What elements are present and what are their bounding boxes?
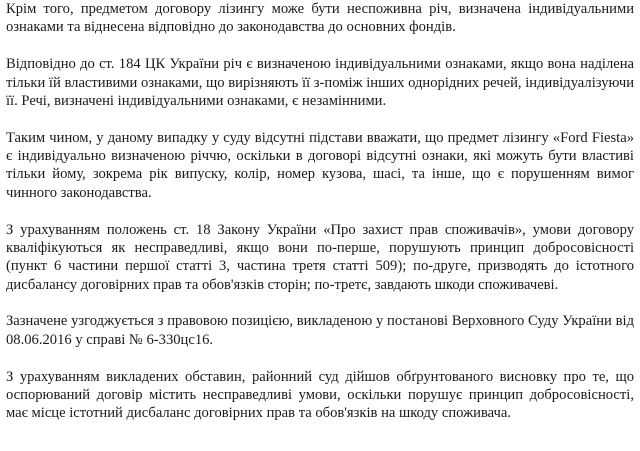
paragraph-3: Таким чином, у даному випадку у суду відсутні підстави вважати, що предмет лізингу «Ford Fiesta» є індивідуально визначеною річчю, оскільки в договорі відсутні ознаки, які можуть бути властиві тільки йому, зокрема рік випуску, колір, номер кузова, шасі, та інше, що є порушенням вимог чинного законодавства. — [6, 129, 634, 201]
document-body — [6, 0, 634, 423]
paragraph-1: Крім того, предметом договору лізингу може бути неспоживна річ, визначена індивідуальними ознаками та віднесена відповідно до законодавства до основних фондів. — [6, 1, 634, 36]
paragraph-4: З урахуванням положень ст. 18 Закону України «Про захист прав споживачів», умови договору кваліфікуються як несправедливі, якщо вони по-перше, порушують принцип добросовісності (пункт 6 частини першої статті 3, частина третя статті 509); по-друге, призводять до істотного дисбалансу договірних прав та обов'язків сторін; по-третє, завдають шкоди споживачеві. — [6, 221, 634, 293]
paragraph-6: З урахуванням викладених обставин, районний суд дійшов обґрунтованого висновку про те, що оспорюваний договір містить несправедливі умови, оскільки порушує принцип добросовісності, має місце істотний дисбаланс договірних прав та обов'язків на шкоду споживача. — [6, 368, 634, 422]
paragraph-2: Відповідно до ст. 184 ЦК України річ є визначеною індивідуальними ознаками, якщо вона наділена тільки їй властивими ознаками, що вирізняють її з-поміж інших однорідних речей, індивідуалізуючи її. Речі, визначені індивідуальними ознаками, є незамінними. — [6, 56, 634, 109]
paragraph-5: Зазначене узгоджується з правовою позицією, викладеною у постанові Верховного Суду України від 08.06.2016 у справі № 6-330цс16. — [6, 313, 634, 348]
